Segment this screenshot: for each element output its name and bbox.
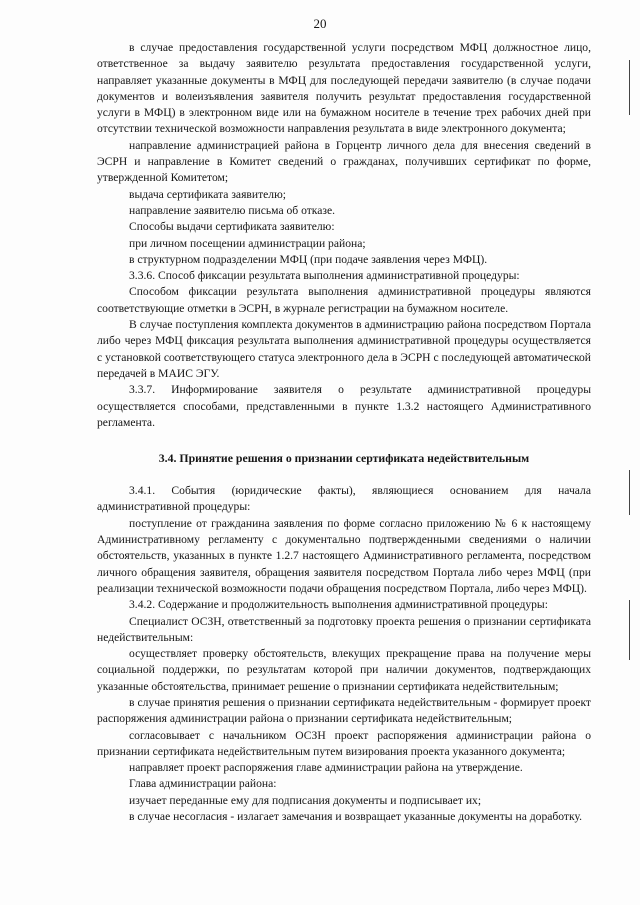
paragraph: осуществляет проверку обстоятельств, влекущих прекращение права на получение меры социальной поддержки, по результатам которой при наличии документов, подтверждающих указанные обстоятельства, принимает решение о признании сертификата недействительным; [97,647,591,693]
paragraph: выдача сертификата заявителю; [129,187,286,201]
paragraph: направление заявителю письма об отказе. [129,203,336,217]
paragraph: в случае несогласия - излагает замечания и возвращает указанные документы на доработку. [129,810,582,824]
section-heading: 3.4. Принятие решения о признании сертификата недействительным [158,451,530,466]
paragraph: Способом фиксации результата выполнения административной процедуры являются соответствующие отметки в ЭСРН, в журнале регистрации на бумажном носителе. [97,285,591,315]
paragraph: в структурном подразделении МФЦ (при подаче заявления через МФЦ). [129,252,488,266]
paragraph: при личном посещении администрации района; [129,236,366,250]
page-number: 20 [313,16,327,31]
paragraph: 3.3.6. Способ фиксации результата выполнения административной процедуры: [129,269,520,283]
paragraph: Способы выдачи сертификата заявителю: [129,220,335,234]
paragraph: изучает переданные ему для подписания документы и подписывает их; [129,793,482,807]
paragraph: согласовывает с начальником ОСЗН проект распоряжения администрации района о признании сертификата недействительным путем визирования проекта указанного документа; [97,728,591,758]
paragraph: Глава администрации района: [129,777,277,791]
paragraph: в случае принятия решения о признании сертификата недействительным - формирует проект распоряжения администрации района о признании сертификата недействительным; [97,695,591,726]
paragraph: Специалист ОСЗН, ответственный за подготовку проекта решения о признании сертификата недействительным: [97,614,591,644]
paragraph: 3.4.1. События (юридические факты), являющиеся основанием для начала административной процедуры: [97,484,591,514]
paragraph: поступление от гражданина заявления по форме согласно приложению № 6 к настоящему Административному регламенту с документально подтвержденными сведениями о наличии обстоятельств, указанных в пункте 1.2.7 настоящего Административного регламента, посредством личного обращения заявителя, обращения заявителя посредством Портала либо через МФЦ (при реализации технической возможности подачи обращения посредством Портала, либо через МФЦ). [97,516,591,595]
paragraph: направляет проект распоряжения главе администрации района на утверждение. [129,761,523,775]
paragraph: 3.4.2. Содержание и продолжительность выполнения административной процедуры: [129,598,548,612]
paragraph: В случае поступления комплекта документов в администрацию района посредством Портала либо через МФЦ фиксация результата выполнения административной процедуры осуществляется с установкой соответствующего статуса электронного дела в ЭСРН с последующей автоматической передачей в МАИС ЭГУ. [97,318,591,380]
scan-edge-mark [629,60,630,115]
scan-edge-mark [629,600,630,660]
scan-edge-mark [629,470,630,515]
paragraph: направление администрацией района в Горцентр личного дела для внесения сведений в ЭСРН и направление в Комитет сведений о гражданах, получивших сертификат по форме, утвержденной Комитетом; [97,138,591,185]
paragraph: 3.3.7. Информирование заявителя о результате административной процедуры осуществляется способами, представленными в пункте 1.3.2 настоящего Административного регламента. [97,383,591,429]
document-body [97,40,591,825]
paragraph: в случае предоставления государственной услуги посредством МФЦ должностное лицо, ответственное за выдачу заявителю результата предоставления государственной услуги, направляет указанные документы в МФЦ для последующей передачи заявителю (в случае подачи документов и волеизъявления заявителя получить результат предоставления государственной услуги в МФЦ) в электронном виде или на бумажном носителе в течение трех рабочих дней при отсутствии технической возможности направления результата в виде электронного документа; [97,41,591,136]
